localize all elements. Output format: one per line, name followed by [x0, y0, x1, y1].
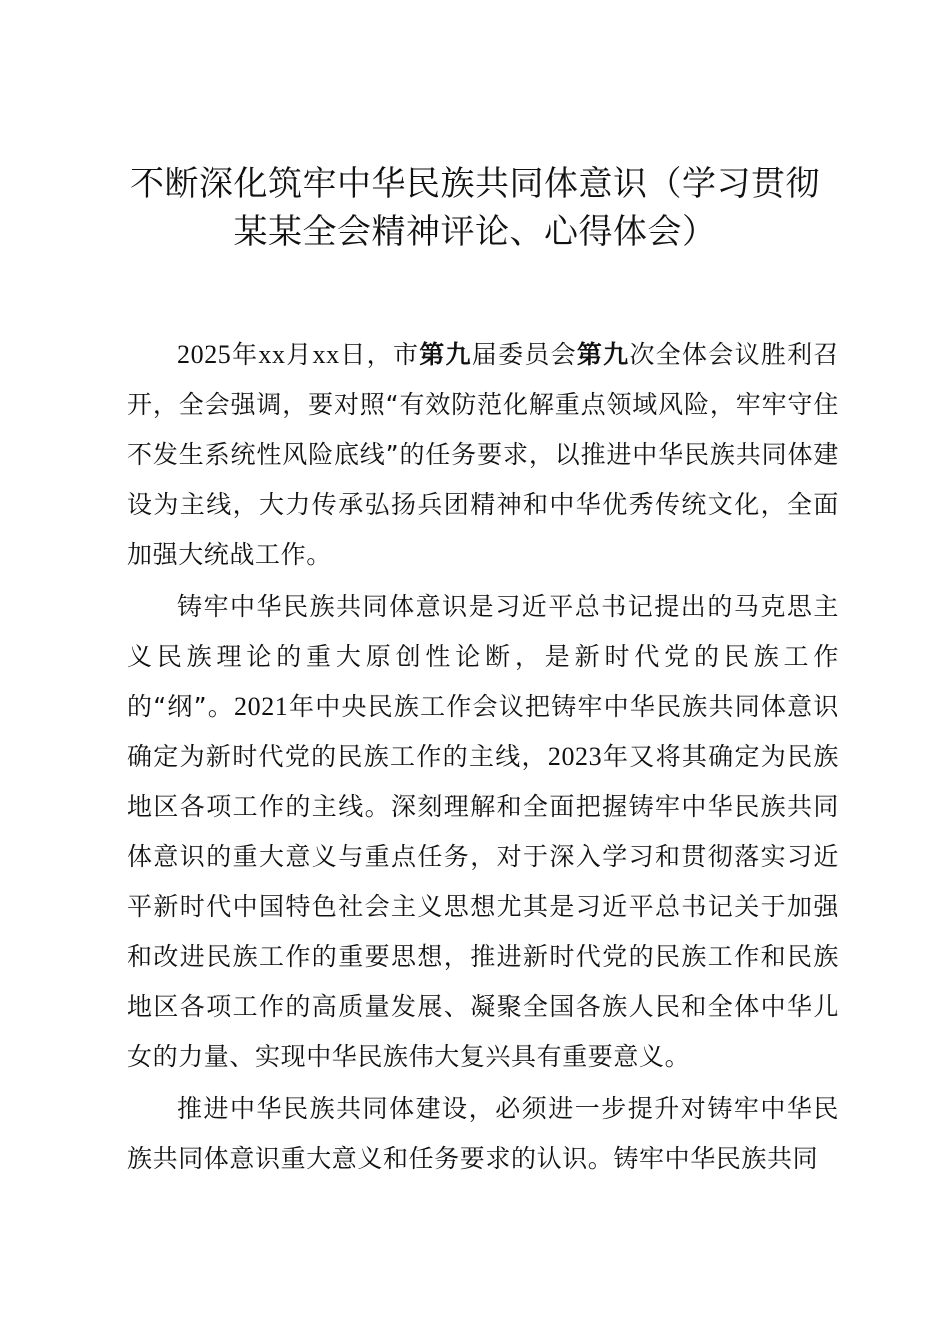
- paragraph-1: [127, 330, 839, 580]
- title-line-1: 不断深化筑牢中华民族共同体意识（学习贯彻: [130, 164, 820, 204]
- text-segment: 届委员会: [471, 340, 577, 369]
- bold-text: 第九: [419, 340, 472, 369]
- paragraph-2: [127, 582, 839, 1082]
- year-number: 2025: [177, 340, 232, 369]
- text-segment: 次全体会议胜利召开，全会强调，要对照“有效防范化解重点领域风险，牢牢守住不发生系统性风险底线”的任务要求，以推进中华民族共同体建设为主线，大力传承弘扬兵团精神和中华优秀传统文化，全面加强大统战工作。: [127, 340, 839, 569]
- text-segment: 年又将其确定为民族地区各项工作的主线。深刻理解和全面把握铸牢中华民族共同体意识的重大意义与重点任务，对于深入学习和贯彻落实习近平新时代中国特色社会主义思想尤其是习近平总书记关于加强和改进民族工作的重要思想，推进新时代党的民族工作和民族地区各项工作的高质量发展、凝聚全国各族人民和全体中华儿女的力量、实现中华民族伟大复兴具有重要意义。: [127, 742, 839, 1071]
- paragraph-3: [127, 1084, 839, 1184]
- text-segment: 月: [285, 340, 313, 369]
- year-number: 2021: [234, 692, 289, 721]
- text-segment: 推进中华民族共同体建设，必须进一步提升对铸牢中华民族共同体意识重大意义和任务要求的认识。铸牢中华民族共同: [127, 1094, 839, 1173]
- document-body: [127, 330, 839, 1186]
- text-segment: 铸牢中华民族共同体意识是习近平总书记提出的马克思主义民族理论的重大原创性论断，是新时代党的民族工作的“纲”。: [127, 592, 839, 721]
- text-segment: 年中央民族工作会议把铸牢中华民族共同体意识确定为新时代党的民族工作的主线，: [127, 692, 839, 771]
- title-line-2: 某某全会精神评论、心得体会）: [233, 212, 717, 252]
- month-placeholder: xx: [258, 340, 286, 369]
- document-title: [118, 160, 832, 256]
- text-segment: 年: [231, 340, 259, 369]
- text-segment: 日，市: [339, 340, 420, 369]
- year-number: 2023: [547, 742, 603, 771]
- bold-text: 第九: [576, 340, 630, 369]
- day-placeholder: xx: [312, 340, 340, 369]
